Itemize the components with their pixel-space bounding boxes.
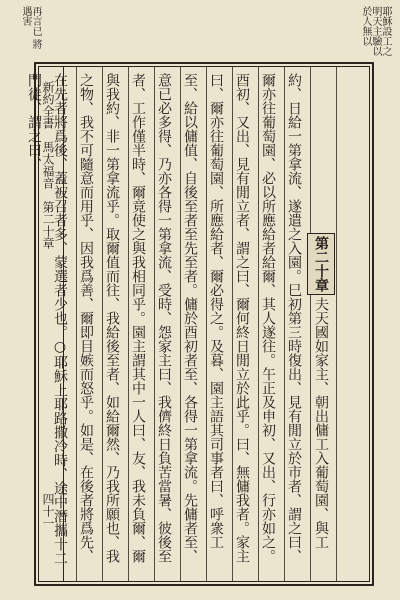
- page-number: 四十一: [41, 493, 55, 529]
- page-frame-inner: [26, 66, 370, 582]
- chapter-heading: 第二十章: [307, 233, 335, 295]
- body-text: [0, 73, 361, 575]
- header-note-left: 再言已 將遇害: [20, 6, 41, 50]
- chapter-text: 夫天國如家主、朝出傭工入葡萄園、與工約、日給一第拿流、遂遣之入園。巳初第三時復出、見有閒立於市者、謂之曰、爾亦往葡萄園、必以所應給者給爾、其人遂往。午正及申初、又出、行亦如之。酉初、又出、見有閒立者、謂之曰、爾何終日閒立於此乎。曰、無傭我者。家主曰、爾亦往葡萄園、所應給者、爾必得之。及暮、園主語其司事者曰、呼衆工至、給以傭值、自後至者至先至者。傭於酉初者至、各得一第拿流。先傭者至、意已必多得、乃亦各得一第拿流、受時、怨家主曰、我儕終日負苦當暑、彼後至者、工作僅半時、爾竟使之與我相同乎。園主謂其中一人曰、友、我未負爾、爾與我約、非一第拿流乎。取爾值而往、我給後至者、如給爾然、乃我所願也、我之物、我不可隨意而用乎、因我爲善、爾即目嫉而怒乎。如是、在後者將爲先、在先者將爲後、蓋被召者多、蒙選者少也。○耶穌上耶路撒冷時、途中潛攜十二門徒、謂之曰、: [26, 73, 329, 565]
- header-note-right: 耶穌設工之 明天主驗以 於人無以: [360, 6, 391, 56]
- page-frame: [26, 62, 374, 586]
- book-title: 新約全書 馬太福音 第二十章: [41, 81, 55, 249]
